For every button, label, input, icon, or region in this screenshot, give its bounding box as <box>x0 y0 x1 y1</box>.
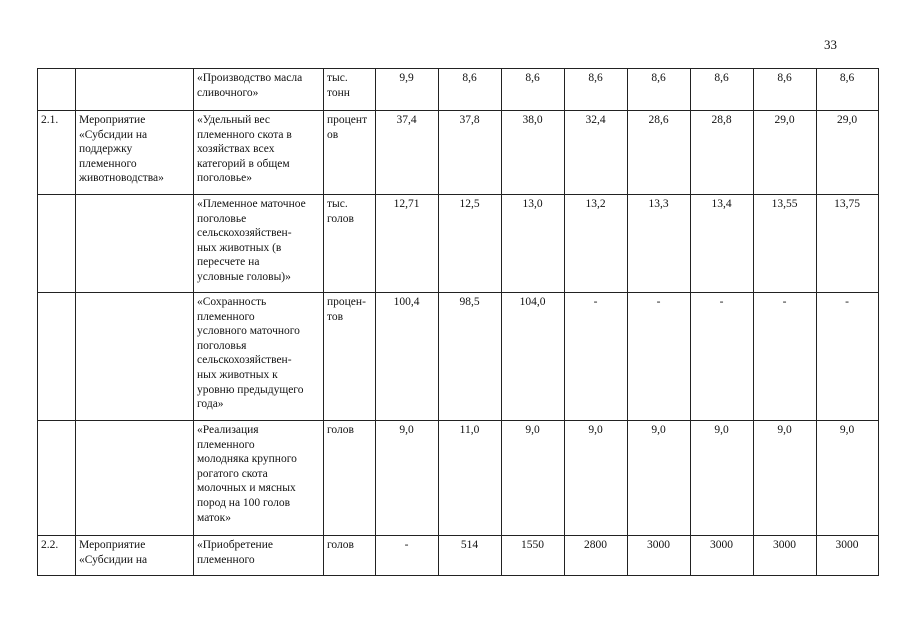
value-cell: 9,0 <box>691 421 754 536</box>
indicator-cell-line: сельскохозяйствен- <box>197 354 292 367</box>
unit-cell-line: тов <box>327 310 344 323</box>
indicator-cell-line: ных животных (в <box>197 241 282 254</box>
indicator-cell <box>194 195 324 293</box>
indicator-cell-line: молодняка крупного <box>197 453 297 466</box>
indicator-cell-line: категорий в общем <box>197 157 290 170</box>
row-number <box>38 69 76 111</box>
value-cell: 104,0 <box>502 293 565 421</box>
indicator-cell-line: «Приобретение <box>197 539 273 551</box>
value-cell: 9,0 <box>376 421 439 536</box>
activity-cell-line: поддержку <box>79 143 133 156</box>
table-row <box>38 195 879 293</box>
value-cell: 2800 <box>565 536 628 576</box>
activity-cell <box>76 293 194 421</box>
value-cell: 12,71 <box>376 195 439 293</box>
value-cell: - <box>565 293 628 421</box>
value-cell: 3000 <box>754 536 817 576</box>
indicator-cell-line: сельскохозяйствен- <box>197 227 292 240</box>
unit-cell-line: тыс. <box>327 72 348 84</box>
indicator-cell-line: племенного <box>197 553 255 566</box>
activity-cell <box>76 421 194 536</box>
value-cell: - <box>817 293 879 421</box>
unit-cell-line: тонн <box>327 86 350 99</box>
indicator-cell-line: «Производство масла <box>197 72 303 84</box>
unit-cell <box>324 69 376 111</box>
unit-cell <box>324 195 376 293</box>
unit-cell-line: голов <box>327 212 354 225</box>
indicator-cell-line: поголовья <box>197 339 247 352</box>
value-cell: 9,0 <box>502 421 565 536</box>
value-cell: 29,0 <box>817 111 879 195</box>
unit-cell <box>324 111 376 195</box>
activity-cell-line: животноводства» <box>79 172 164 185</box>
value-cell: 13,75 <box>817 195 879 293</box>
unit-cell-line: голов <box>327 539 354 551</box>
activity-cell <box>76 111 194 195</box>
table-row <box>38 421 879 536</box>
value-cell: 9,0 <box>628 421 691 536</box>
activity-cell-line: «Субсидии на <box>79 553 148 566</box>
value-cell: 32,4 <box>565 111 628 195</box>
value-cell: 13,3 <box>628 195 691 293</box>
indicator-cell-line: условные головы)» <box>197 270 291 283</box>
activity-cell <box>76 195 194 293</box>
value-cell: 28,6 <box>628 111 691 195</box>
value-cell: 8,6 <box>754 69 817 111</box>
value-cell: 1550 <box>502 536 565 576</box>
row-number <box>38 293 76 421</box>
unit-cell-line: ов <box>327 128 339 141</box>
value-cell: 11,0 <box>439 421 502 536</box>
row-number: 2.1. <box>38 111 76 195</box>
value-cell: 8,6 <box>439 69 502 111</box>
indicator-cell <box>194 421 324 536</box>
value-cell: 100,4 <box>376 293 439 421</box>
unit-cell <box>324 293 376 421</box>
activity-cell-line: племенного <box>79 157 137 170</box>
value-cell: 98,5 <box>439 293 502 421</box>
unit-cell-line: тыс. <box>327 198 348 210</box>
value-cell: 29,0 <box>754 111 817 195</box>
value-cell: 37,4 <box>376 111 439 195</box>
unit-cell-line: голов <box>327 424 354 436</box>
unit-cell-line: процент <box>327 114 368 126</box>
value-cell: 9,0 <box>754 421 817 536</box>
value-cell: 8,6 <box>565 69 628 111</box>
value-cell: 3000 <box>628 536 691 576</box>
activity-cell-line: «Субсидии на <box>79 128 148 141</box>
indicator-cell-line: пород на 100 голов <box>197 496 291 509</box>
unit-cell <box>324 536 376 576</box>
indicator-cell-line: «Племенное маточное <box>197 198 306 210</box>
indicator-cell <box>194 536 324 576</box>
value-cell: 38,0 <box>502 111 565 195</box>
unit-cell <box>324 421 376 536</box>
value-cell: 8,6 <box>691 69 754 111</box>
row-number <box>38 421 76 536</box>
indicator-cell-line: сливочного» <box>197 86 259 99</box>
value-cell: 3000 <box>691 536 754 576</box>
value-cell: - <box>376 536 439 576</box>
indicator-cell <box>194 69 324 111</box>
value-cell: 12,5 <box>439 195 502 293</box>
value-cell: 3000 <box>817 536 879 576</box>
indicator-cell-line: племенного <box>197 310 255 323</box>
indicator-cell-line: поголовье <box>197 212 247 225</box>
value-cell: 9,0 <box>565 421 628 536</box>
unit-cell-line: процен- <box>327 296 366 308</box>
activity-cell <box>76 69 194 111</box>
activity-cell-line: Мероприятие <box>79 114 146 126</box>
row-number <box>38 195 76 293</box>
value-cell: 13,0 <box>502 195 565 293</box>
activity-cell <box>76 536 194 576</box>
indicator-cell-line: ных животных к <box>197 368 278 381</box>
indicator-cell-line: хозяйствах всех <box>197 143 275 156</box>
value-cell: 9,0 <box>817 421 879 536</box>
indicator-cell-line: «Реализация <box>197 424 259 436</box>
activity-cell-line: Мероприятие <box>79 539 146 551</box>
indicator-cell-line: племенного скота в <box>197 128 292 141</box>
indicator-cell-line: поголовье» <box>197 172 252 185</box>
table-row <box>38 293 879 421</box>
indicator-cell-line: года» <box>197 398 224 411</box>
indicator-cell-line: пересчете на <box>197 256 260 269</box>
value-cell: 37,8 <box>439 111 502 195</box>
indicators-table <box>37 68 879 576</box>
indicator-cell-line: племенного <box>197 438 255 451</box>
page-number: 33 <box>824 37 837 52</box>
value-cell: 13,55 <box>754 195 817 293</box>
indicator-cell <box>194 293 324 421</box>
value-cell: 9,9 <box>376 69 439 111</box>
value-cell: 8,6 <box>817 69 879 111</box>
indicator-cell-line: маток» <box>197 511 231 524</box>
indicator-cell <box>194 111 324 195</box>
value-cell: 13,2 <box>565 195 628 293</box>
value-cell: - <box>691 293 754 421</box>
table-row <box>38 536 879 576</box>
table-row <box>38 69 879 111</box>
value-cell: 514 <box>439 536 502 576</box>
value-cell: 28,8 <box>691 111 754 195</box>
value-cell: - <box>628 293 691 421</box>
indicator-cell-line: «Удельный вес <box>197 114 270 126</box>
indicator-cell-line: рогатого скота <box>197 467 268 480</box>
indicator-cell-line: молочных и мясных <box>197 482 296 495</box>
row-number: 2.2. <box>38 536 76 576</box>
value-cell: - <box>754 293 817 421</box>
indicator-cell-line: условного маточного <box>197 325 300 338</box>
value-cell: 8,6 <box>628 69 691 111</box>
table-row <box>38 111 879 195</box>
indicator-cell-line: «Сохранность <box>197 296 267 308</box>
value-cell: 8,6 <box>502 69 565 111</box>
value-cell: 13,4 <box>691 195 754 293</box>
indicator-cell-line: уровню предыдущего <box>197 383 304 396</box>
